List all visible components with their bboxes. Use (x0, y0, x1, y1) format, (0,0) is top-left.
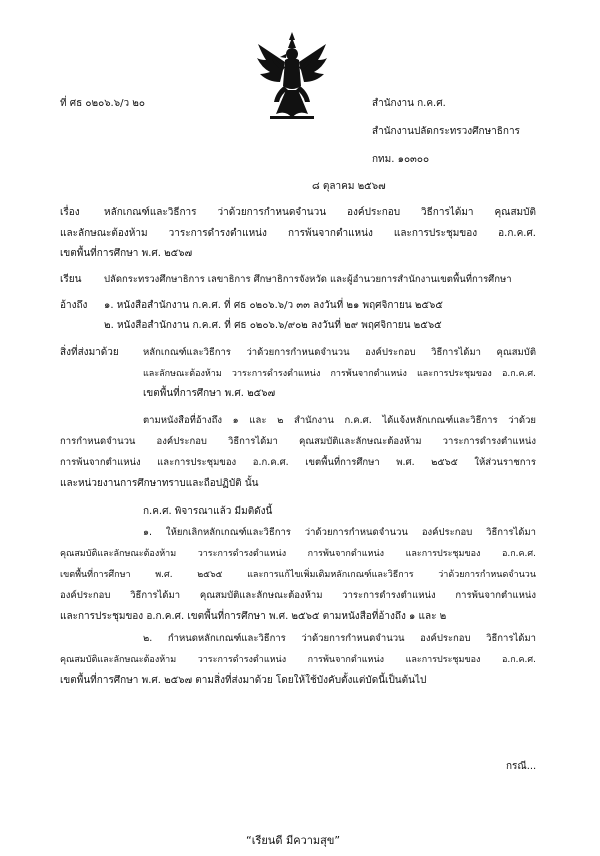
resolution-item-line: และการประชุมของ อ.ก.ค.ศ. เขตพื้นที่การศึกษา พ.ศ. ๒๕๖๕ ตามหนังสือที่อ้างถึง ๑ และ ๒ (60, 611, 447, 622)
subject-line: หลักเกณฑ์และวิธีการ ว่าด้วยการกำหนดจำนวน องค์ประกอบ วิธีการได้มา คุณสมบัติ (104, 207, 536, 218)
reference-item: ๑. หนังสือสำนักงาน ก.ค.ศ. ที่ ศธ ๐๒๐๖.๖/ว ๓๓ ลงวันที่ ๒๑ พฤศจิกายน ๒๕๖๕ (104, 300, 443, 311)
paragraph-line: การกำหนดจำนวน องค์ประกอบ วิธีการได้มา คุณสมบัติและลักษณะต้องห้าม วาระการดำรงตำแหน่ง (60, 436, 536, 447)
resolution-item-line: องค์ประกอบ วิธีการได้มา คุณสมบัติและลักษณะต้องห้าม วาระการดำรงตำแหน่ง การพ้นจากตำแหน่ง (60, 590, 536, 601)
resolution-item-line: คุณสมบัติและลักษณะต้องห้าม วาระการดำรงตำแหน่ง การพ้นจากตำแหน่ง และการประชุมของ อ.ก.ค.ศ. (60, 655, 536, 665)
paragraph-line: ตามหนังสือที่อ้างถึง ๑ และ ๒ สำนักงาน ก.ค.ศ. ได้แจ้งหลักเกณฑ์และวิธีการ ว่าด้วย (143, 415, 536, 426)
enclosure-line: เขตพื้นที่การศึกษา พ.ศ. ๒๕๖๗ (143, 388, 276, 399)
continuation-marker: กรณี... (506, 761, 537, 772)
subject-label: เรื่อง (60, 207, 80, 218)
office-name: สำนักงาน ก.ค.ศ. (372, 98, 446, 109)
resolution-item-line: ๑. ให้ยกเลิกหลักเกณฑ์และวิธีการ ว่าด้วยการกำหนดจำนวน องค์ประกอบ วิธีการได้มา (143, 527, 536, 538)
paragraph-line: และหน่วยงานการศึกษาทราบและถือปฏิบัติ นั้น (60, 478, 259, 489)
enclosure-line: หลักเกณฑ์และวิธีการ ว่าด้วยการกำหนดจำนวน องค์ประกอบ วิธีการได้มา คุณสมบัติ (143, 347, 536, 358)
office-city: กทม. ๑๐๓๐๐ (372, 154, 430, 165)
enclosure-line: และลักษณะต้องห้าม วาระการดำรงตำแหน่ง การพ้นจากตำแหน่ง และการประชุมของ อ.ก.ค.ศ. (143, 369, 536, 379)
reference-item: ๒. หนังสือสำนักงาน ก.ค.ศ. ที่ ศธ ๐๒๐๖.๖/๙๐๒ ลงวันที่ ๒๙ พฤศจิกายน ๒๕๖๕ (104, 320, 442, 331)
closing-slogan: “เรียนดี มีความสุข” (246, 834, 341, 847)
garuda-emblem (256, 30, 328, 122)
office-ministry: สำนักงานปลัดกระทรวงศึกษาธิการ (372, 126, 520, 137)
document-date: ๘ ตุลาคม ๒๕๖๗ (312, 181, 386, 192)
resolution-item-line: คุณสมบัติและลักษณะต้องห้าม วาระการดำรงตำแหน่ง การพ้นจากตำแหน่ง และการประชุมของ อ.ก.ค.ศ. (60, 549, 536, 559)
paragraph-line: การพ้นจากตำแหน่ง และการประชุมของ อ.ก.ค.ศ. เขตพื้นที่การศึกษา พ.ศ. ๒๕๖๕ ให้ส่วนราชการ (60, 457, 536, 468)
resolution-item-line: เขตพื้นที่การศึกษา พ.ศ. ๒๕๖๕ และการแก้ไขเพิ่มเติมหลักเกณฑ์และวิธีการ ว่าด้วยการกำหนดจำนวน (60, 570, 536, 580)
subject-line: เขตพื้นที่การศึกษา พ.ศ. ๒๕๖๗ (60, 248, 193, 259)
recipient-text: ปลัดกระทรวงศึกษาธิการ เลขาธิการ ศึกษาธิการจังหวัด และผู้อำนวยการสำนักงานเขตพื้นที่การศึกษา (104, 274, 512, 285)
resolution-item-line: ๒. กำหนดหลักเกณฑ์และวิธีการ ว่าด้วยการกำหนดจำนวน องค์ประกอบ วิธีการได้มา (143, 633, 536, 644)
resolution-intro: ก.ค.ศ. พิจารณาแล้ว มีมติดังนี้ (143, 506, 273, 517)
subject-line: และลักษณะต้องห้าม วาระการดำรงตำแหน่ง การพ้นจากตำแหน่ง และการประชุมของ อ.ก.ค.ศ. (60, 228, 536, 239)
recipient-label: เรียน (60, 274, 82, 285)
document-number: ที่ ศธ ๐๒๐๖.๖/ว ๒๐ (60, 98, 145, 109)
resolution-item-line: เขตพื้นที่การศึกษา พ.ศ. ๒๕๖๗ ตามสิ่งที่ส่งมาด้วย โดยให้ใช้บังคับตั้งแต่บัดนี้เป็นต้นไป (60, 675, 427, 686)
references-label: อ้างถึง (60, 300, 88, 311)
enclosure-label: สิ่งที่ส่งมาด้วย (60, 347, 119, 358)
